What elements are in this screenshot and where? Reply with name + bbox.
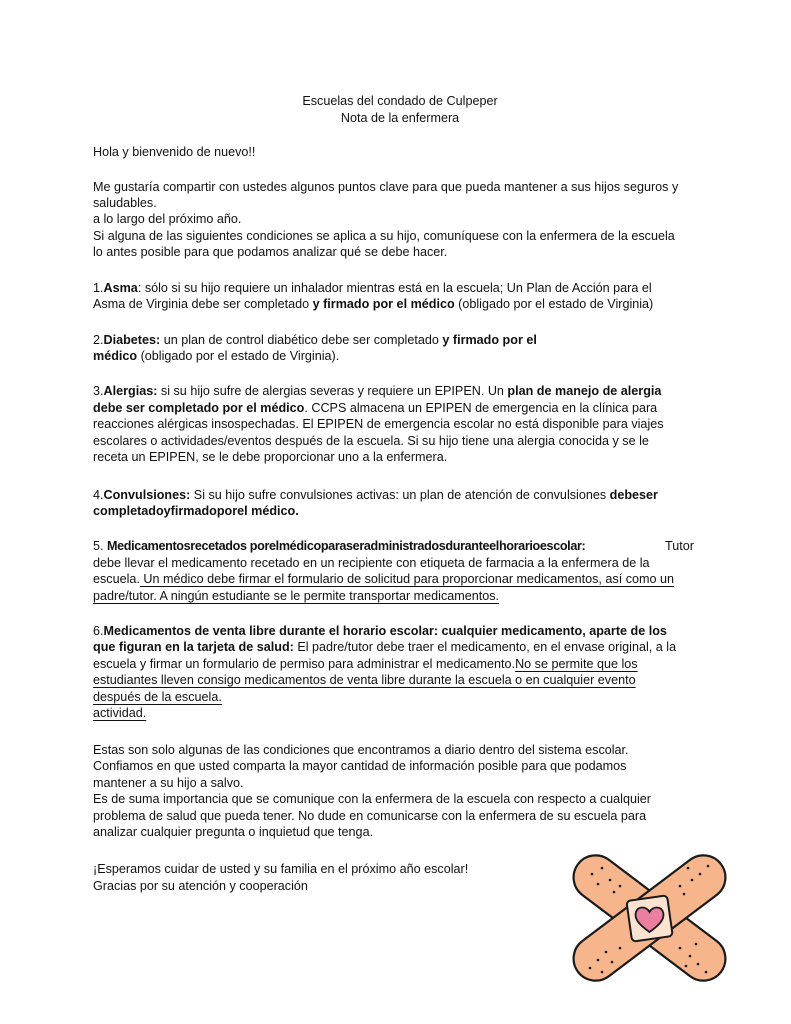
closing-line: Confiamos en que usted comparta la mayor cantidad de información posible para que podamos (93, 759, 627, 773)
greeting: Hola y bienvenido de nuevo!! (93, 145, 256, 159)
item-line: médico (obligado por el estado de Virginia). (93, 349, 340, 363)
item-line: 1.Asma: sólo si su hijo requiere un inhalador mientras está en la escuela; Un Plan de Acción para el (93, 281, 652, 295)
intro-line: saludables. (93, 196, 157, 210)
item-line: padre/tutor. A ningún estudiante se le permite transportar medicamentos. (93, 589, 500, 603)
item-line: 3.Alergias: si su hijo sufre de alergias severas y requiere un EPIPEN. Un plan de manejo de alergia (93, 384, 662, 398)
item-label: Asma (103, 281, 138, 295)
item-line: escolares o actividades/eventos después de la escuela. Si su hijo tiene una alergia conocida y se le (93, 434, 649, 448)
item-label: Medicamentos de venta libre durante el horario escolar: cualquier medicamento, aparte de los (103, 624, 667, 638)
intro-line: a lo largo del próximo año. (93, 212, 242, 226)
page-title: Escuelas del condado de Culpeper (302, 94, 498, 108)
item-line: 6.Medicamentos de venta libre durante el horario escolar: cualquier medicamento, aparte de los (93, 624, 667, 638)
page-subtitle: Nota de la enfermera (340, 111, 460, 125)
item-line: reacciones alérgicas insospechadas. El EPIPEN de emergencia escolar no está disponible para viajes (93, 417, 664, 431)
item-line: 4.Convulsiones: Si su hijo sufre convulsiones activas: un plan de atención de convulsiones debeser (93, 488, 658, 502)
closing-line: problema de salud que pueda tener. No dude en comunicarse con la enfermera de su escuela para (93, 809, 647, 823)
closing-line: analizar cualquier pregunta o inquietud que tenga. (93, 825, 374, 839)
item-line: estudiantes lleven consigo medicamentos de venta libre durante la escuela o en cualquier evento (93, 673, 636, 687)
intro-line: Si alguna de las siguientes condiciones se aplica a su hijo, comuníquese con la enfermera de la escuela (93, 229, 675, 243)
item-line: 5. Medicamentosrecetados porelmédicoparaseradministradosduranteelhorarioescolar: (93, 539, 586, 553)
item-line: completadoyfirmadoporel médico. (93, 504, 299, 518)
bandage-heart-icon (568, 844, 731, 992)
item-label: Convulsiones: (103, 488, 191, 502)
item-line: debe ser completado por el médico. CCPS almacena un EPIPEN de emergencia en la clínica para (93, 401, 658, 415)
item-line: Asma de Virginia debe ser completado y firmado por el médico (obligado por el estado de Virginia) (93, 297, 654, 311)
item-label: Diabetes: (103, 333, 161, 347)
item-line: actividad. (93, 706, 147, 720)
item-line: escuela. Un médico debe firmar el formulario de solicitud para proporcionar medicamentos, así como un (93, 572, 675, 586)
item-label: Medicamentosrecetados porelmédicoparaseradministradosduranteelhorarioescolar: (107, 539, 586, 553)
item-line: que figuran en la tarjeta de salud: El padre/tutor debe traer el medicamento, en el envase original, a la (93, 640, 677, 654)
signoff-line: Gracias por su atención y cooperación (93, 879, 308, 893)
item-line: 2.Diabetes: un plan de control diabético debe ser completado y firmado por el (93, 333, 537, 347)
signoff-line: ¡Esperamos cuidar de usted y su familia en el próximo año escolar! (93, 862, 469, 876)
item-line: después de la escuela. (93, 690, 222, 704)
item-line: receta un EPIPEN, se le debe proporcionar uno a la enfermera. (93, 450, 448, 464)
item-line: escuela y firmar un formulario de permiso para administrar el medicamento.No se permite que los (93, 657, 638, 671)
closing-line: Estas son solo algunas de las condiciones que encontramos a diario dentro del sistema escolar. (93, 743, 629, 757)
closing-line: mantener a su hijo a salvo. (93, 776, 244, 790)
closing-line: Es de suma importancia que se comunique con la enfermera de la escuela con respecto a cualquier (93, 792, 651, 806)
intro-line: Me gustaría compartir con ustedes algunos puntos clave para que pueda mantener a sus hijos seguros y (93, 180, 679, 194)
item-line: debe llevar el medicamento recetado en un recipiente con etiqueta de farmacia a la enfermera de la (93, 556, 650, 570)
item-label: Alergias: (103, 384, 158, 398)
intro-line: lo antes posible para que podamos analizar qué se debe hacer. (93, 245, 448, 259)
item-line: Tutor (665, 539, 694, 553)
